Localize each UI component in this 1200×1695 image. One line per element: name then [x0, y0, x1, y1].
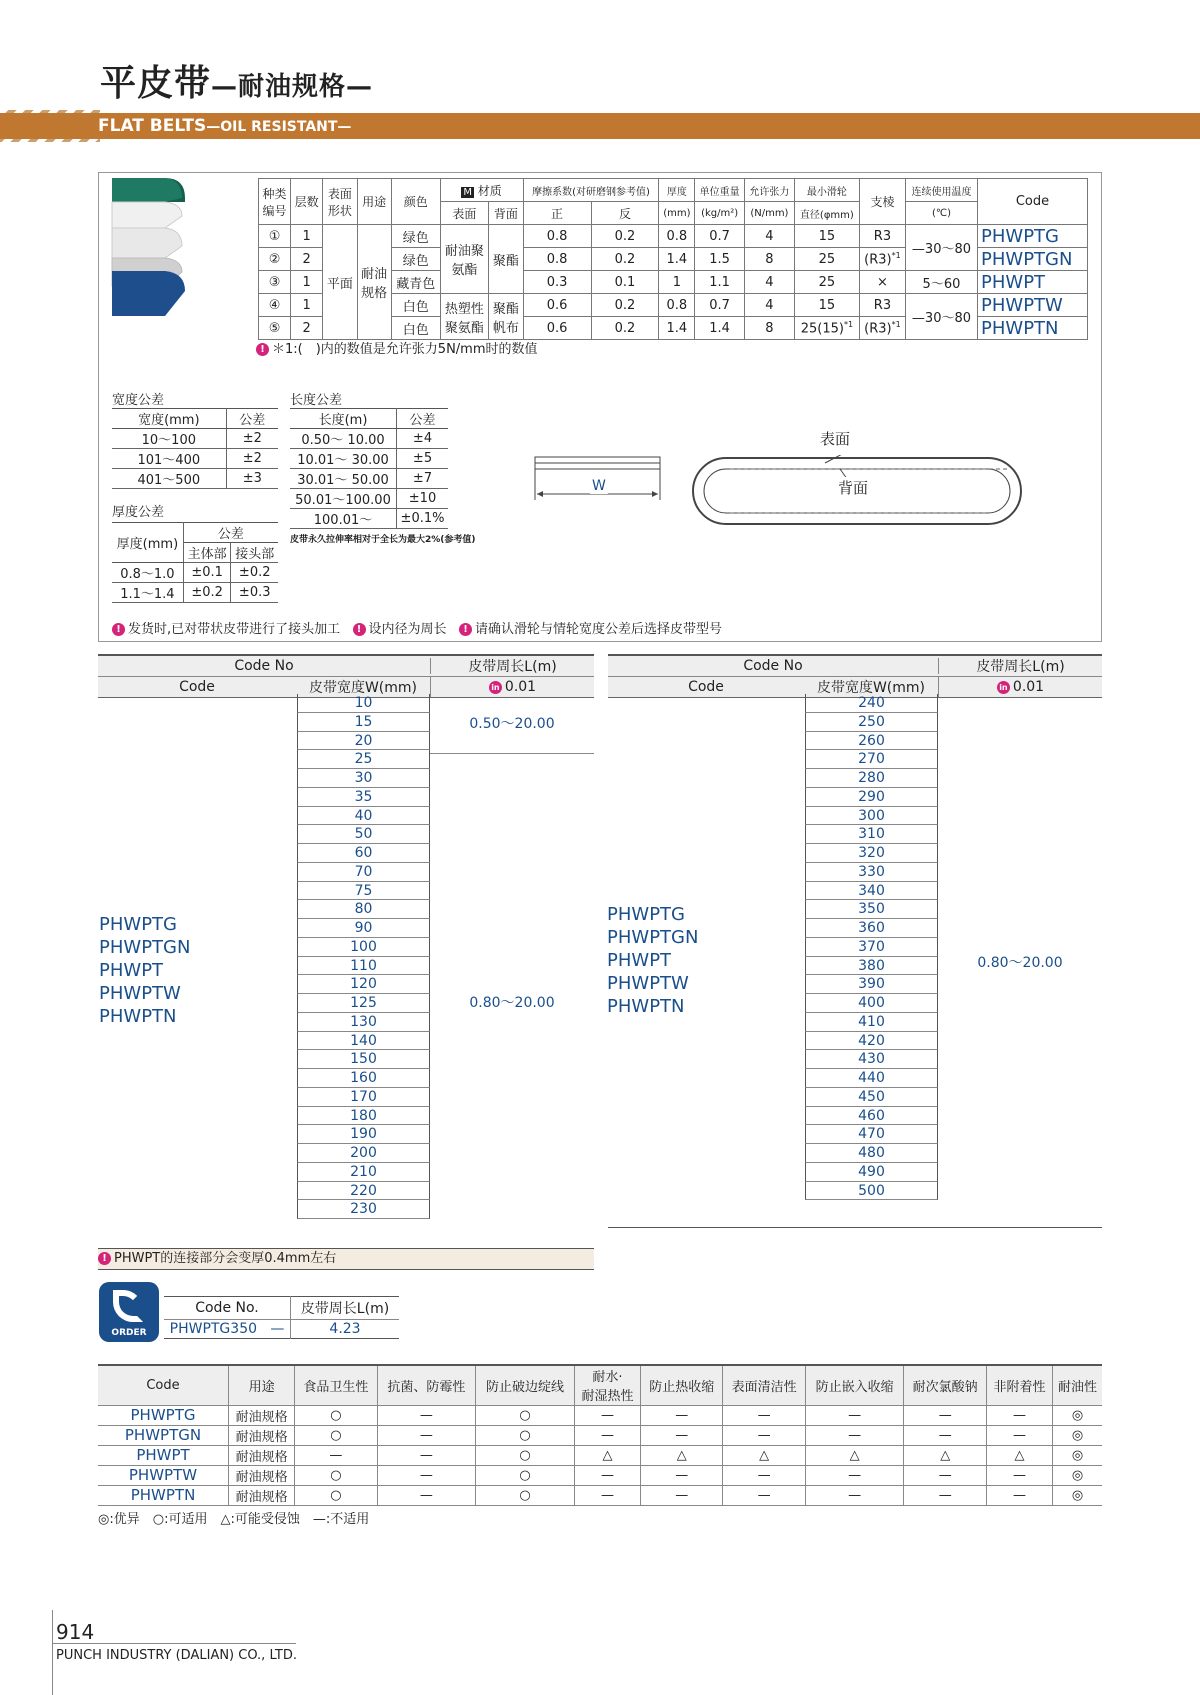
width-cell: 350 — [805, 900, 938, 919]
left-range-b: 0.80～20.00 — [469, 995, 555, 1011]
th-weight: 单位重量 — [695, 179, 745, 202]
width-cell: 150 — [297, 1050, 430, 1069]
props-legend: ◎:优异 ○:可适用 △:可能受侵蚀 —:不适用 — [98, 1512, 370, 1527]
width-cell: 420 — [805, 1032, 938, 1051]
temp-c: —30～80 — [905, 294, 977, 340]
prop-row — [98, 1485, 1102, 1505]
prop-cell: — — [377, 1445, 476, 1465]
info-icon: ! — [459, 623, 472, 636]
th-color: 颜色 — [391, 179, 440, 225]
mat-b-surface: 热塑性 聚氨酯 — [440, 294, 489, 340]
width-cell: 220 — [297, 1182, 430, 1201]
prop-cell: — — [641, 1465, 723, 1485]
th-tension-unit: (N/mm) — [745, 202, 795, 225]
prop-code: PHWPTGN — [98, 1425, 229, 1445]
prop-cell: — — [805, 1465, 904, 1485]
width-cell: 240 — [805, 694, 938, 713]
prop-cell: — — [805, 1485, 904, 1505]
prop-cell: ◎ — [1053, 1465, 1102, 1485]
width-tol-table: 宽度(mm) 公差 10～100 ±2 101～400 ±2 401～500 ±3 — [112, 408, 278, 489]
prop-cell: △ — [904, 1445, 986, 1465]
width-cell: 410 — [805, 1013, 938, 1032]
properties-table — [98, 1364, 1102, 1506]
width-cell: 75 — [297, 882, 430, 901]
width-cell: 140 — [297, 1032, 430, 1051]
width-cell: 430 — [805, 1050, 938, 1069]
th-thickness-unit: (mm) — [659, 202, 695, 225]
width-cell: 10 — [297, 694, 430, 713]
th-weight-unit: (kg/m²) — [695, 202, 745, 225]
prop-cell: ○ — [295, 1465, 377, 1485]
prop-cell: — — [574, 1425, 640, 1445]
spec-row: ① 1 平面 耐油 规格 绿色 耐油聚 氨酯 聚酯 0.8 0.2 0.8 0.7 4 15 R3 —30～80 PHWPTG — [259, 225, 1088, 248]
width-cell: 210 — [297, 1163, 430, 1182]
thick-tol-table: 厚度(mm) 公差 主体部 接头部 0.8～1.0 ±0.1 ±0.2 1.1～1.4 ±0.2 ±0.3 — [112, 522, 278, 603]
order-icon: ORDER — [99, 1282, 159, 1342]
left-range-a: 0.50～20.00 — [469, 716, 555, 732]
info-icon: ! — [353, 623, 366, 636]
prop-cell: — — [986, 1465, 1052, 1485]
right-range: 0.80～20.00 — [977, 955, 1063, 971]
width-cell: 470 — [805, 1125, 938, 1144]
width-cell: 250 — [805, 713, 938, 732]
width-cell: 290 — [805, 788, 938, 807]
th-edge: 支棱 — [859, 179, 905, 225]
width-cell: 110 — [297, 957, 430, 976]
material-icon: M — [463, 186, 472, 198]
prop-cell: — — [295, 1445, 377, 1465]
width-cell: 270 — [805, 750, 938, 769]
prop-cell: ○ — [476, 1405, 575, 1425]
notes-row: ! 发货时,已对带状皮带进行了接头加工 ! 设内径为周长 ! 请确认滑轮与情轮宽度公差后选择皮带型号 — [112, 618, 722, 637]
width-cell: 180 — [297, 1107, 430, 1126]
width-cell: 50 — [297, 825, 430, 844]
use-value: 耐油 规格 — [357, 225, 391, 340]
prop-code: PHWPTN — [98, 1485, 229, 1505]
prop-cell: — — [723, 1405, 805, 1425]
spec-table — [258, 178, 1088, 340]
page-title: 平皮带—耐油规格— — [100, 63, 374, 104]
right-table-bottom — [608, 1227, 1102, 1228]
prop-header: 防止热收缩 — [641, 1365, 723, 1405]
prop-cell: ○ — [295, 1485, 377, 1505]
prop-cell: △ — [805, 1445, 904, 1465]
prop-cell: — — [904, 1485, 986, 1505]
prop-header: 防止破边绽线 — [476, 1365, 575, 1405]
spec-row: ④ 1 白色 热塑性 聚氨酯 聚酯 帆布 0.6 0.2 0.8 0.7 4 15 R3 —30～80 PHWPTW — [259, 294, 1088, 317]
prop-cell: — — [574, 1485, 640, 1505]
left-code-list: PHWPTG PHWPTGN PHWPT PHWPTW PHWPTN — [99, 914, 191, 1027]
prop-header: 耐次氯酸钠 — [904, 1365, 986, 1405]
info-icon: ! — [98, 1252, 111, 1265]
prop-row — [98, 1425, 1102, 1445]
width-cell: 200 — [297, 1144, 430, 1163]
prop-cell: ○ — [476, 1445, 575, 1465]
temp-a: —30～80 — [905, 225, 977, 271]
width-cell: 310 — [805, 825, 938, 844]
width-cell: 360 — [805, 919, 938, 938]
width-cell: 160 — [297, 1069, 430, 1088]
th-type: 种类 编号 — [259, 179, 291, 225]
prop-cell: 耐油规格 — [229, 1405, 295, 1425]
prop-header: 用途 — [229, 1365, 295, 1405]
width-cell: 60 — [297, 844, 430, 863]
prop-cell: — — [986, 1425, 1052, 1445]
th-pulley-unit: 直径(φmm) — [794, 202, 859, 225]
prop-cell: — — [377, 1405, 476, 1425]
prop-cell: 耐油规格 — [229, 1485, 295, 1505]
code-cell: PHWPTGN — [978, 248, 1088, 271]
width-cell: 460 — [805, 1107, 938, 1126]
prop-cell: — — [904, 1405, 986, 1425]
width-cell: 500 — [805, 1182, 938, 1201]
prop-cell: ◎ — [1053, 1405, 1102, 1425]
prop-cell: — — [986, 1405, 1052, 1425]
width-cell: 490 — [805, 1163, 938, 1182]
left-width-column — [297, 694, 430, 1219]
band-title: FLAT BELTS—OIL RESISTANT— — [98, 116, 352, 136]
right-code-list: PHWPTG PHWPTGN PHWPT PHWPTW PHWPTN — [607, 904, 699, 1017]
prop-header: 表面清洁性 — [723, 1365, 805, 1405]
prop-cell: ◎ — [1053, 1485, 1102, 1505]
prop-cell: 耐油规格 — [229, 1425, 295, 1445]
width-cell: 30 — [297, 769, 430, 788]
prop-cell: — — [723, 1465, 805, 1485]
prop-cell: — — [377, 1465, 476, 1485]
mat-a-surface: 耐油聚 氨酯 — [440, 225, 489, 294]
width-label: W — [592, 478, 606, 494]
width-cell: 190 — [297, 1125, 430, 1144]
prop-cell: — — [904, 1425, 986, 1445]
mat-a-back: 聚酯 — [489, 225, 523, 294]
width-cell: 170 — [297, 1088, 430, 1107]
spec-row: ② 2 绿色 0.8 0.2 1.4 1.5 8 25 $(R3)^{*1}$ PHWPTGN — [259, 248, 1088, 271]
width-cell: 35 — [297, 788, 430, 807]
prop-cell: ◎ — [1053, 1425, 1102, 1445]
info-icon: ! — [112, 623, 125, 636]
back-label: 背面 — [838, 479, 869, 497]
prop-cell: — — [377, 1425, 476, 1445]
code-cell: PHWPTG — [978, 225, 1088, 248]
prop-cell: ○ — [476, 1485, 575, 1505]
info-icon: ! — [256, 343, 269, 356]
prop-cell: — — [641, 1405, 723, 1425]
code-cell: PHWPT — [978, 271, 1088, 294]
th-back: 背面 — [489, 202, 523, 225]
prop-cell: — — [904, 1465, 986, 1485]
length-tol-note: 皮带永久拉伸率相对于全长为最大2%(参考值) — [290, 535, 476, 545]
prop-cell: 耐油规格 — [229, 1465, 295, 1485]
prop-cell: — — [377, 1485, 476, 1505]
code-cell: PHWPTW — [978, 294, 1088, 317]
th-neg: 反 — [591, 202, 659, 225]
th-pos: 正 — [523, 202, 591, 225]
prop-header: Code — [98, 1365, 229, 1405]
prop-cell: — — [641, 1425, 723, 1445]
belt-samples-image — [110, 176, 190, 326]
company-name: PUNCH INDUSTRY (DALIAN) CO., LTD. — [56, 1648, 297, 1663]
page-number: 914 — [56, 1620, 95, 1644]
spec-note: ! ＊1:( )内的数值是允许张力5N/mm时的数值 — [256, 338, 538, 357]
prop-cell: — — [805, 1425, 904, 1445]
size-table-right: Code No 皮带周长L(m) Code 皮带宽度W(mm) in 0.01 — [608, 654, 1102, 698]
th-material: M 材质 — [440, 179, 523, 202]
prop-cell: ○ — [295, 1425, 377, 1445]
prop-cell: — — [723, 1485, 805, 1505]
prop-cell: △ — [723, 1445, 805, 1465]
thick-tol-title: 厚度公差 — [112, 505, 165, 520]
footer-rule-vertical — [52, 1610, 53, 1695]
th-surface: 表面 — [440, 202, 489, 225]
prop-code: PHWPT — [98, 1445, 229, 1465]
code-cell: PHWPTN — [978, 317, 1088, 340]
prop-cell: ◎ — [1053, 1445, 1102, 1465]
prop-cell: — — [723, 1425, 805, 1445]
width-cell: 90 — [297, 919, 430, 938]
length-tol-table: 长度(m) 公差 0.50～ 10.00 ±4 10.01～ 30.00 ±5 30.01～ 50.00 ±7 50.01～100.00 ±10 100.01～ ±0.1% — [290, 408, 448, 529]
prop-header: 食品卫生性 — [295, 1365, 377, 1405]
mat-b-back: 聚酯 帆布 — [489, 294, 523, 340]
prop-header: 抗菌、防霉性 — [377, 1365, 476, 1405]
prop-cell: ○ — [476, 1425, 575, 1445]
right-width-column — [805, 694, 938, 1200]
width-cell: 320 — [805, 844, 938, 863]
shape-value: 平面 — [323, 225, 357, 340]
width-cell: 400 — [805, 994, 938, 1013]
width-cell: 70 — [297, 863, 430, 882]
width-cell: 40 — [297, 807, 430, 826]
width-cell: 450 — [805, 1088, 938, 1107]
prop-row — [98, 1405, 1102, 1425]
prop-cell: — — [986, 1485, 1052, 1505]
width-cell: 380 — [805, 957, 938, 976]
prop-cell: ○ — [295, 1405, 377, 1425]
th-shape: 表面 形状 — [323, 179, 357, 225]
width-cell: 130 — [297, 1013, 430, 1032]
prop-header: 非附着性 — [986, 1365, 1052, 1405]
width-cell: 260 — [805, 732, 938, 751]
prop-header: 防止嵌入收缩 — [805, 1365, 904, 1405]
th-temp: 连续使用温度 — [905, 179, 977, 202]
th-tension: 允许张力 — [745, 179, 795, 202]
width-cell: 440 — [805, 1069, 938, 1088]
width-cell: 370 — [805, 938, 938, 957]
temp-b: 5～60 — [905, 271, 977, 294]
width-cell: 80 — [297, 900, 430, 919]
width-tol-title: 宽度公差 — [112, 393, 165, 408]
prop-header: 耐水· 耐湿热性 — [574, 1365, 640, 1405]
prop-code: PHWPTW — [98, 1465, 229, 1485]
prop-row — [98, 1445, 1102, 1465]
prop-cell: — — [805, 1405, 904, 1425]
step-icon: in — [997, 681, 1010, 694]
width-cell: 230 — [297, 1200, 430, 1219]
width-cell: 300 — [805, 807, 938, 826]
th-friction: 摩擦系数(对研磨钢参考值) — [523, 179, 659, 202]
step-icon: in — [489, 681, 502, 694]
width-cell: 15 — [297, 713, 430, 732]
belt-section-diagram — [530, 452, 670, 502]
th-pulley: 最小滑轮 — [794, 179, 859, 202]
prop-cell: 耐油规格 — [229, 1445, 295, 1465]
prop-cell: △ — [641, 1445, 723, 1465]
width-cell: 340 — [805, 882, 938, 901]
order-example-table: Code No. 皮带周长L(m) PHWPTG350 — 4.23 — [164, 1296, 399, 1339]
prop-cell: △ — [574, 1445, 640, 1465]
width-cell: 480 — [805, 1144, 938, 1163]
spec-row: ⑤ 2 白色 0.6 0.2 1.4 1.4 8 $25(15)^{*1}$ $(R3)^{*1}$ PHWPTN — [259, 317, 1088, 340]
width-cell: 390 — [805, 975, 938, 994]
surface-label: 表面 — [820, 430, 851, 448]
width-cell: 100 — [297, 938, 430, 957]
range-divider — [430, 753, 594, 754]
th-thickness: 厚度 — [659, 179, 695, 202]
prop-cell: △ — [986, 1445, 1052, 1465]
prop-cell: ○ — [476, 1465, 575, 1485]
prop-code: PHWPTG — [98, 1405, 229, 1425]
th-use: 用途 — [357, 179, 391, 225]
size-table-note: ! PHWPT的连接部分会变厚0.4mm左右 — [98, 1248, 594, 1270]
th-code: Code — [978, 179, 1088, 225]
width-cell: 330 — [805, 863, 938, 882]
prop-cell: — — [574, 1465, 640, 1485]
prop-header: 耐油性 — [1053, 1365, 1102, 1405]
th-temp-unit: (℃) — [905, 202, 977, 225]
size-table-left: Code No 皮带周长L(m) Code 皮带宽度W(mm) in 0.01 — [98, 654, 594, 698]
prop-cell: — — [574, 1405, 640, 1425]
width-cell: 25 — [297, 750, 430, 769]
width-cell: 120 — [297, 975, 430, 994]
width-cell: 125 — [297, 994, 430, 1013]
length-tol-title: 长度公差 — [290, 393, 343, 408]
th-layers: 层数 — [291, 179, 323, 225]
width-cell: 20 — [297, 732, 430, 751]
width-cell: 280 — [805, 769, 938, 788]
spec-row: ③ 1 藏青色 0.3 0.1 1 1.1 4 25 × 5～60 PHWPT — [259, 271, 1088, 294]
prop-cell: — — [641, 1485, 723, 1505]
prop-row — [98, 1465, 1102, 1485]
